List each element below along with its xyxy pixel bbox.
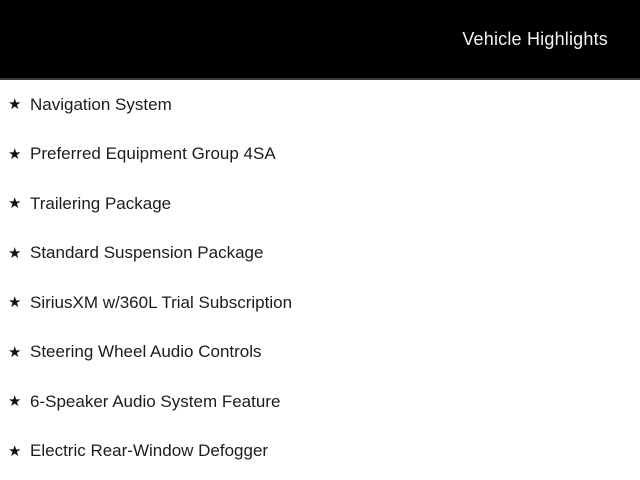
star-icon: ★ bbox=[8, 244, 22, 262]
highlight-label: 6-Speaker Audio System Feature bbox=[30, 391, 281, 411]
highlight-label: SiriusXM w/360L Trial Subscription bbox=[30, 292, 293, 312]
highlight-label: Electric Rear-Window Defogger bbox=[30, 441, 269, 461]
highlight-label: Preferred Equipment Group 4SA bbox=[30, 144, 276, 164]
star-icon: ★ bbox=[8, 195, 22, 213]
header-bar bbox=[0, 0, 640, 80]
highlight-label: Standard Suspension Package bbox=[30, 243, 264, 263]
list-item bbox=[0, 229, 640, 279]
list-item bbox=[0, 328, 640, 378]
highlight-label: Trailering Package bbox=[30, 193, 172, 213]
highlight-label: Navigation System bbox=[30, 94, 172, 114]
list-item bbox=[0, 130, 640, 180]
star-icon: ★ bbox=[8, 96, 22, 114]
list-item bbox=[0, 80, 640, 130]
star-icon: ★ bbox=[8, 393, 22, 411]
highlight-label: Steering Wheel Audio Controls bbox=[30, 342, 262, 362]
list-item bbox=[0, 179, 640, 229]
star-icon: ★ bbox=[8, 442, 22, 460]
star-icon: ★ bbox=[8, 294, 22, 312]
page-title: Vehicle Highlights bbox=[462, 28, 608, 49]
star-icon: ★ bbox=[8, 145, 22, 163]
highlights-list bbox=[0, 80, 640, 476]
star-icon: ★ bbox=[8, 343, 22, 361]
list-item bbox=[0, 377, 640, 427]
list-item bbox=[0, 427, 640, 477]
list-item bbox=[0, 278, 640, 328]
